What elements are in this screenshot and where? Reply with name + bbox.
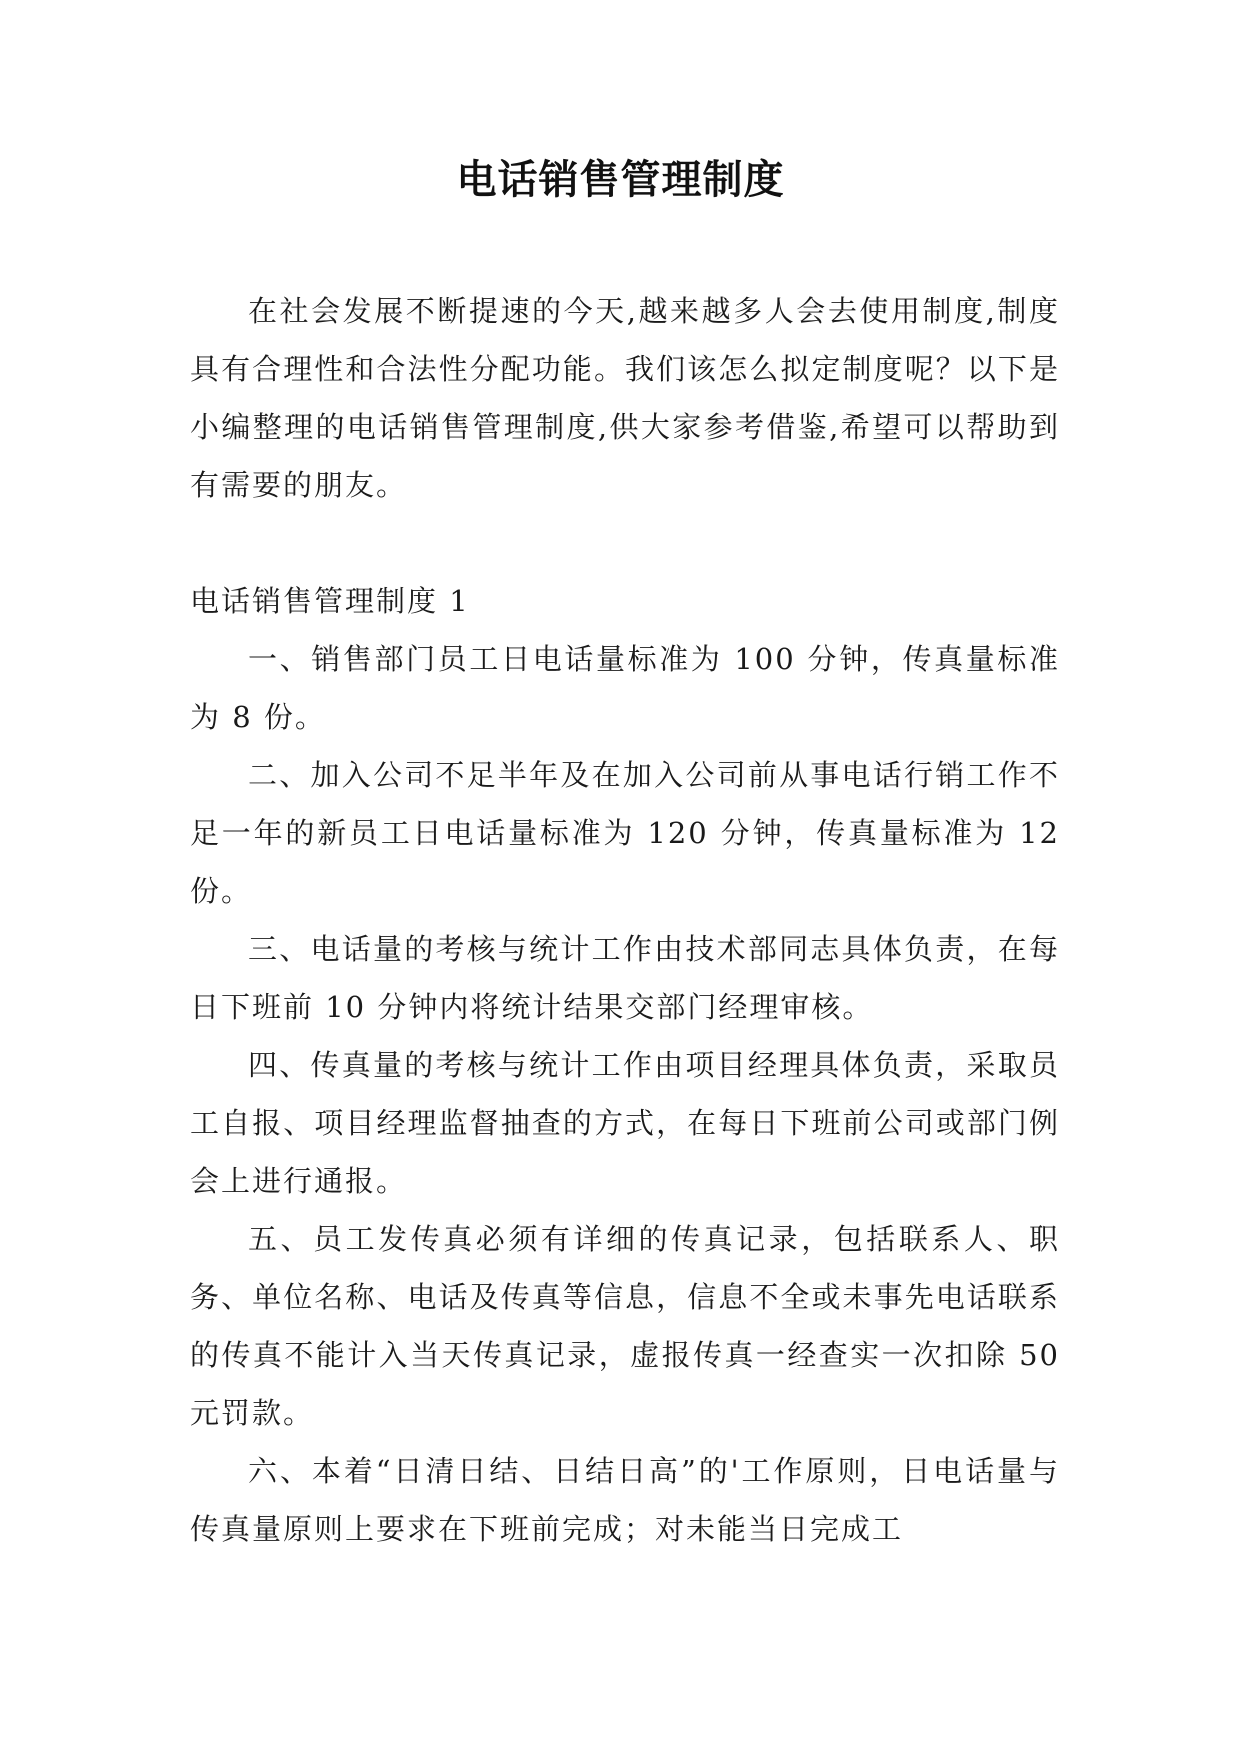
document-body: [190, 282, 1060, 1558]
rule-item-6: 六、本着“日清日结、日结日高”的'工作原则，日电话量与传真量原则上要求在下班前完成；对未能当日完成工: [190, 1454, 1060, 1546]
intro-paragraph: 在社会发展不断提速的今天,越来越多人会去使用制度,制度具有合理性和合法性分配功能。我们该怎么拟定制度呢？以下是小编整理的电话销售管理制度,供大家参考借鉴,希望可以帮助到有需要的朋友。: [190, 294, 1060, 502]
paragraph-spacer: [190, 514, 1060, 572]
rule-item-3: 三、电话量的考核与统计工作由技术部同志具体负责，在每日下班前 10 分钟内将统计结果交部门经理审核。: [190, 932, 1060, 1024]
section-heading: 电话销售管理制度 1: [190, 584, 470, 618]
rule-item-2: 二、加入公司不足半年及在加入公司前从事电话行销工作不足一年的新员工日电话量标准为 120 分钟，传真量标准为 12 份。: [190, 758, 1060, 908]
rule-item-5: 五、员工发传真必须有详细的传真记录，包括联系人、职务、单位名称、电话及传真等信息，信息不全或未事先电话联系的传真不能计入当天传真记录，虚报传真一经查实一次扣除 50 元罚款。: [190, 1222, 1060, 1430]
rule-item-1: 一、销售部门员工日电话量标准为 100 分钟，传真量标准为 8 份。: [190, 642, 1060, 734]
document-title: 电话销售管理制度: [456, 157, 785, 203]
rule-item-4: 四、传真量的考核与统计工作由项目经理具体负责，采取员工自报、项目经理监督抽查的方式，在每日下班前公司或部门例会上进行通报。: [190, 1048, 1060, 1198]
